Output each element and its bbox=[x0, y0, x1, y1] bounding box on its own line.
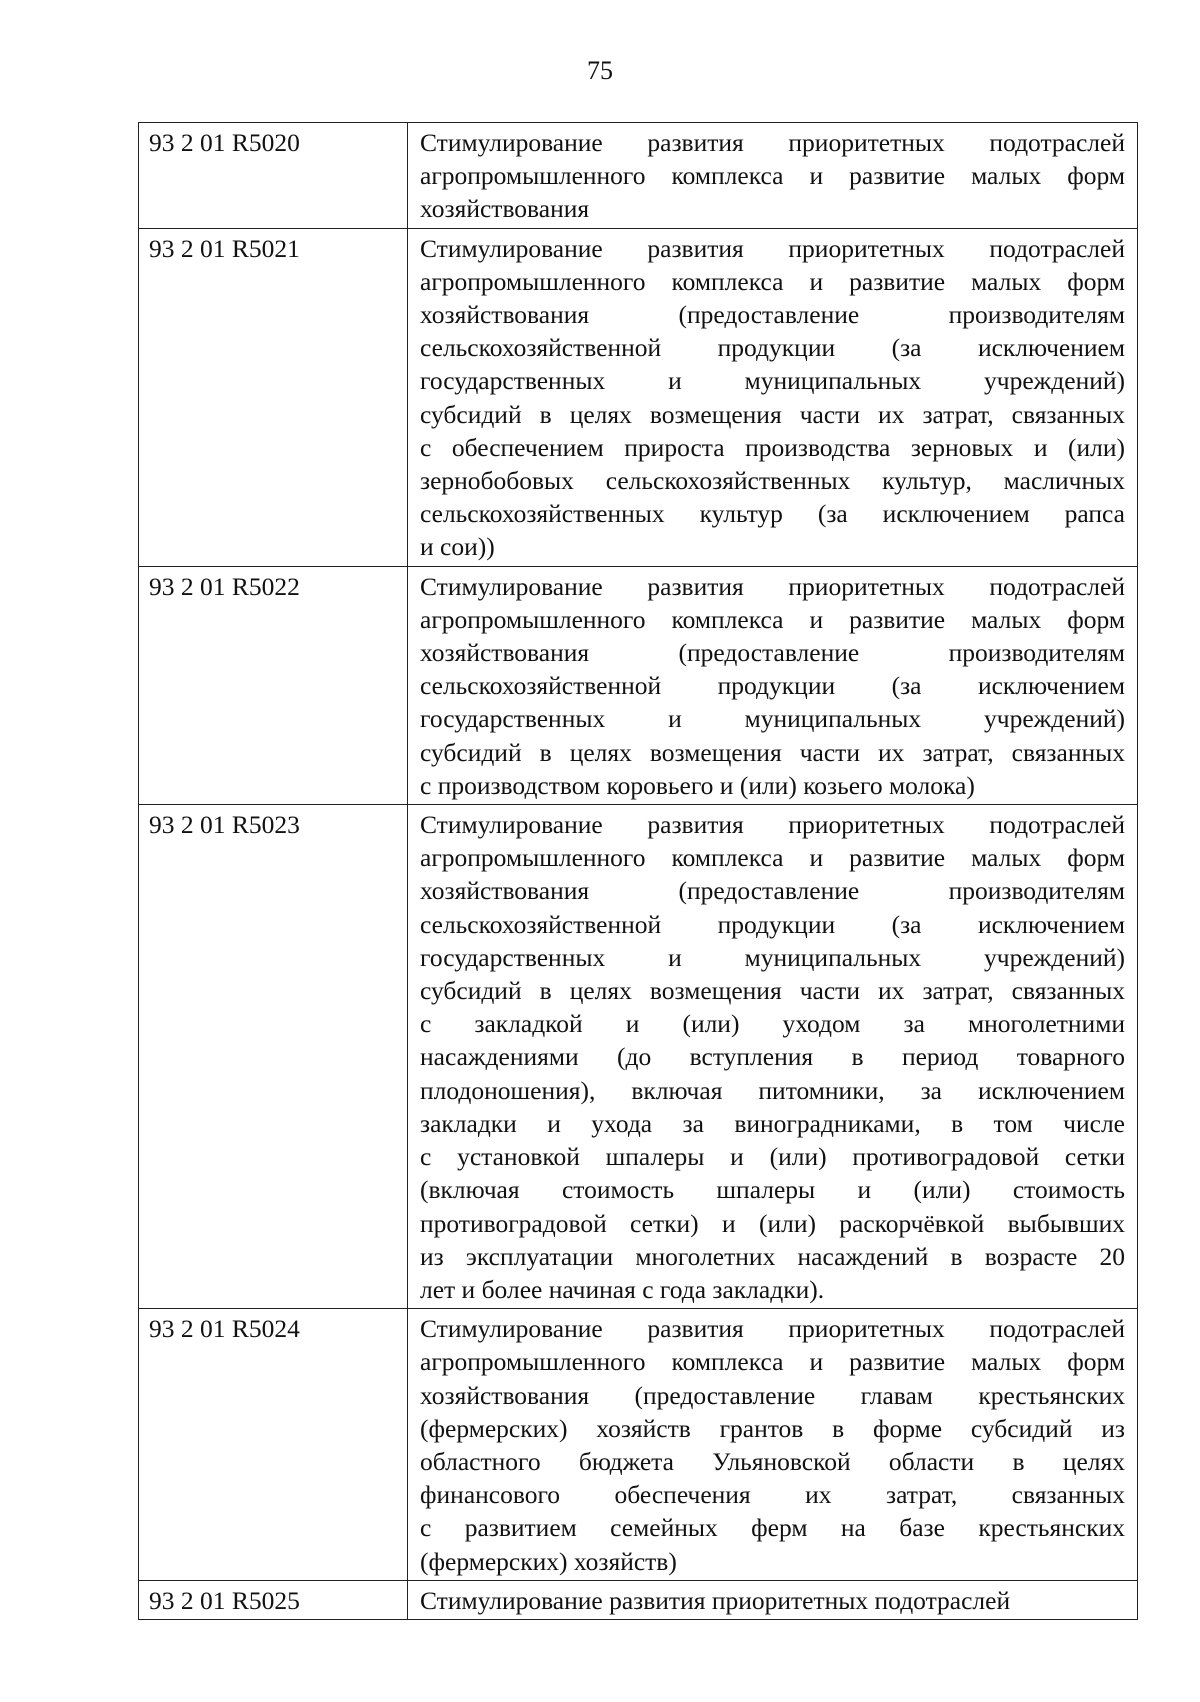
description-line: государственных и муниципальных учреждений) bbox=[420, 942, 1125, 972]
description-line: сельскохозяйственной продукции (за исключением bbox=[420, 909, 1125, 939]
budget-code-cell: 93 2 01 R5023 bbox=[139, 805, 408, 1309]
table-row bbox=[139, 123, 1138, 229]
description-cell bbox=[408, 805, 1138, 1309]
description-line: с производством коровьего и (или) козьего молока) bbox=[420, 770, 975, 800]
description-line: (включая стоимость шпалеры и (или) стоимость bbox=[420, 1175, 1125, 1205]
description-line: сельскохозяйственной продукции (за исключением bbox=[420, 671, 1125, 701]
description-line: государственных и муниципальных учреждений) bbox=[420, 366, 1125, 396]
description-line: субсидий в целях возмещения части их затрат, связанных bbox=[420, 399, 1125, 429]
description-line: агропромышленного комплекса и развитие малых форм bbox=[420, 1347, 1125, 1377]
budget-code-cell: 93 2 01 R5022 bbox=[139, 566, 408, 804]
description-line: из эксплуатации многолетних насаждений в возрасте 20 bbox=[420, 1241, 1125, 1271]
budget-code-table-container bbox=[138, 122, 1138, 1620]
description-line: противоградовой сетки) и (или) раскорчёвкой выбывших bbox=[420, 1208, 1125, 1238]
description-line: и сои)) bbox=[420, 532, 495, 562]
table-row bbox=[139, 805, 1138, 1309]
description-line: хозяйствования bbox=[420, 194, 590, 224]
description-line: субсидий в целях возмещения части их затрат, связанных bbox=[420, 976, 1125, 1006]
budget-code-cell: 93 2 01 R5020 bbox=[139, 123, 408, 229]
description-line: агропромышленного комплекса и развитие малых форм bbox=[420, 604, 1125, 634]
description-line: сельскохозяйственной продукции (за исключением bbox=[420, 333, 1125, 363]
description-cell bbox=[408, 228, 1138, 566]
budget-code-cell: 93 2 01 R5024 bbox=[139, 1309, 408, 1581]
description-cell bbox=[408, 566, 1138, 804]
description-line: с развитием семейных ферм на базе крестьянских bbox=[420, 1513, 1125, 1543]
description-line: зернобобовых сельскохозяйственных культур, масличных bbox=[420, 466, 1125, 496]
description-line: Стимулирование развития приоритетных подотраслей bbox=[420, 810, 1125, 840]
description-line: государственных и муниципальных учреждений) bbox=[420, 704, 1125, 734]
description-cell bbox=[408, 1309, 1138, 1581]
description-line: хозяйствования (предоставление производителям bbox=[420, 638, 1125, 668]
description-line: хозяйствования (предоставление производителям bbox=[420, 300, 1125, 330]
table-row bbox=[139, 1309, 1138, 1581]
description-line: финансового обеспечения их затрат, связанных bbox=[420, 1480, 1125, 1510]
description-line: Стимулирование развития приоритетных подотраслей bbox=[420, 1585, 1011, 1615]
description-line: Стимулирование развития приоритетных подотраслей bbox=[420, 571, 1125, 601]
description-line: Стимулирование развития приоритетных подотраслей bbox=[420, 128, 1125, 157]
description-cell bbox=[408, 123, 1138, 229]
table-row bbox=[139, 228, 1138, 566]
description-line: лет и более начиная с года закладки). bbox=[420, 1274, 825, 1304]
description-line: (фермерских) хозяйств) bbox=[420, 1546, 677, 1576]
table-body bbox=[139, 123, 1138, 1620]
description-line: закладки и ухода за виноградниками, в том числе bbox=[420, 1108, 1125, 1138]
budget-code-table bbox=[138, 122, 1138, 1620]
table-row bbox=[139, 566, 1138, 804]
description-line: (фермерских) хозяйств грантов в форме субсидий из bbox=[420, 1413, 1125, 1443]
description-line: агропромышленного комплекса и развитие малых форм bbox=[420, 843, 1125, 873]
description-line: Стимулирование развития приоритетных подотраслей bbox=[420, 1314, 1125, 1344]
description-line: областного бюджета Ульяновской области в целях bbox=[420, 1446, 1125, 1476]
description-line: насаждениями (до вступления в период товарного bbox=[420, 1042, 1125, 1072]
table-row bbox=[139, 1580, 1138, 1619]
description-line: Стимулирование развития приоритетных подотраслей bbox=[420, 233, 1125, 263]
description-line: агропромышленного комплекса и развитие малых форм bbox=[420, 161, 1125, 191]
description-line: с установкой шпалеры и (или) противоградовой сетки bbox=[420, 1142, 1125, 1172]
budget-code-cell: 93 2 01 R5021 bbox=[139, 228, 408, 566]
description-line: хозяйствования (предоставление главам крестьянских bbox=[420, 1380, 1125, 1410]
description-line: хозяйствования (предоставление производителям bbox=[420, 876, 1125, 906]
description-line: плодоношения), включая питомники, за исключением bbox=[420, 1075, 1125, 1105]
description-cell bbox=[408, 1580, 1138, 1619]
budget-code-cell: 93 2 01 R5025 bbox=[139, 1580, 408, 1619]
description-line: агропромышленного комплекса и развитие малых форм bbox=[420, 266, 1125, 296]
description-line: субсидий в целях возмещения части их затрат, связанных bbox=[420, 737, 1125, 767]
description-line: с обеспечением прироста производства зерновых и (или) bbox=[420, 432, 1125, 462]
description-line: сельскохозяйственных культур (за исключением рапса bbox=[420, 499, 1125, 529]
description-line: с закладкой и (или) уходом за многолетними bbox=[420, 1009, 1125, 1039]
page-number: 75 bbox=[587, 56, 613, 85]
